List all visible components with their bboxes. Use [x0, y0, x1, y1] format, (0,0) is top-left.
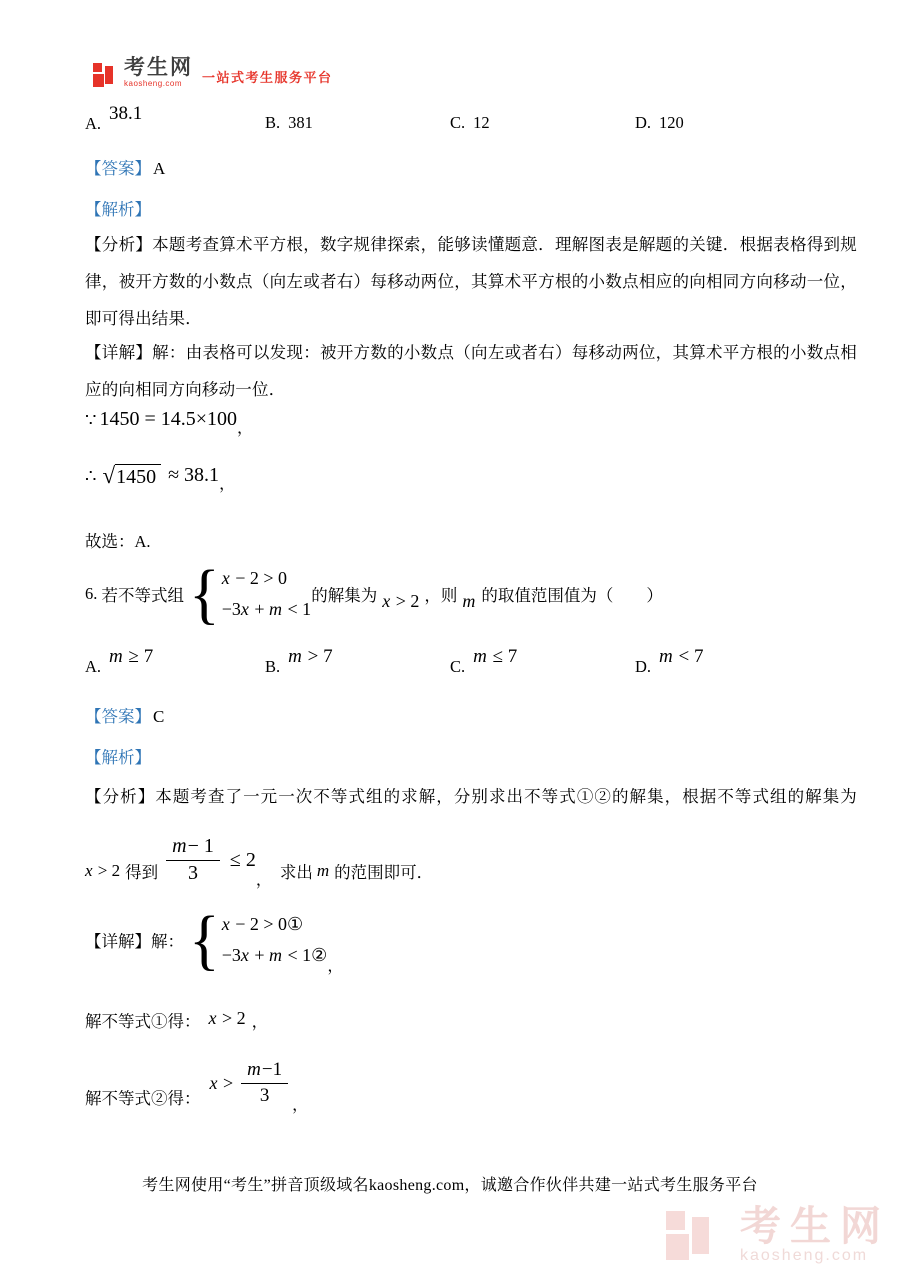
comma: ， — [292, 1096, 309, 1114]
option-value: m < 7 — [659, 646, 704, 667]
q5-fenxi-paragraph: 【分析】本题考查算术平方根，数字规律探索，能够读懂题意．理解图表是解题的关键．根据表格得到规律，被开方数的小数点（向左或者右）每移动两位，其算术平方根的小数点相应的向相同方向移动一位，即可得出结果． — [85, 235, 857, 328]
numerator: m−1 — [241, 1059, 288, 1084]
q5-conclusion: 故选：A. — [85, 532, 151, 551]
q6-fenxi-paragraph: 【分析】本题考查了一元一次不等式组的求解，分别求出不等式①②的解集，根据不等式组的解集为 — [85, 787, 857, 806]
q5-options-row — [85, 100, 865, 142]
inequality-system — [222, 909, 328, 971]
q5-option-c — [450, 113, 490, 133]
stem-text: 的解集为 — [311, 586, 378, 605]
inequality-system — [222, 563, 311, 625]
solution-set: x > 2 — [382, 590, 420, 611]
square-root — [102, 464, 161, 488]
radical-icon: √ — [102, 463, 116, 488]
q5-answer-letter: A — [153, 159, 166, 178]
q5-option-b — [265, 113, 313, 133]
option-label: D. — [635, 113, 652, 132]
denominator: 3 — [188, 862, 198, 884]
numerator: m− 1 — [166, 835, 220, 861]
analysis-label: 【解析】 — [85, 748, 151, 767]
radicand: 1450 — [115, 464, 161, 488]
q5-answer-line — [85, 155, 165, 179]
q6-option-c — [450, 646, 518, 678]
comma: ， — [255, 871, 272, 889]
stem-text: ，则 — [424, 586, 458, 605]
watermark-text — [740, 1205, 890, 1265]
option-label: A. — [85, 657, 102, 676]
site-logo — [93, 56, 333, 91]
option-value: 120 — [659, 113, 684, 132]
option-label: D. — [635, 657, 652, 676]
expression: x > 2 — [85, 861, 121, 880]
option-label: C. — [450, 113, 466, 132]
inequality-1: x − 2 > 0① — [221, 914, 304, 934]
q6-answer-letter: C — [153, 707, 165, 726]
option-value: m ≤ 7 — [473, 646, 518, 667]
logo-text — [124, 56, 193, 88]
left-brace-icon: { — [189, 556, 220, 631]
inequality-2: −3x + m < 1 — [221, 599, 312, 619]
option-label: B. — [265, 657, 281, 676]
q5-since-formula — [85, 408, 254, 437]
fraction — [166, 835, 220, 885]
q6-xiangjie-line — [85, 896, 343, 984]
text: 解不等式②得： — [85, 1089, 201, 1108]
comma: ， — [251, 1012, 269, 1031]
since-expression: 1450 = 14.5×100 — [99, 408, 238, 430]
text: 解不等式①得： — [85, 1012, 201, 1031]
q6-option-d — [635, 646, 704, 678]
q6-solve2-line — [85, 1048, 308, 1118]
variable-m: m — [316, 861, 330, 880]
question-number: 6. — [85, 584, 98, 603]
stem-text: 若不等式组 — [101, 586, 184, 605]
watermark — [666, 1203, 890, 1267]
q6-stem — [85, 552, 663, 636]
xiangjie-label: 【详解】解： — [85, 932, 184, 951]
since-symbol-icon: ∵ — [85, 410, 97, 430]
kaosheng-watermark-icon — [666, 1203, 728, 1267]
option-value: m ≥ 7 — [109, 646, 154, 667]
variable-m: m — [462, 590, 476, 611]
q5-analysis-line — [85, 196, 151, 220]
analysis-label: 【解析】 — [85, 200, 151, 219]
q5-therefore-formula — [85, 463, 236, 493]
q6-answer-line — [85, 703, 164, 727]
option-value: 381 — [288, 113, 313, 132]
watermark-domain: kaosheng.com — [740, 1247, 869, 1264]
text: 的范围即可． — [334, 863, 434, 882]
page-footer: 考生网使用“考生”拼音顶级域名kaosheng.com，诚邀合作伙伴共建一站式考生服务平台 — [142, 1177, 758, 1194]
logo-site-name: 考生网 — [124, 56, 193, 79]
expression: x > 2 — [208, 1008, 246, 1028]
comma: ， — [237, 420, 254, 437]
expression: x > — [209, 1072, 234, 1093]
text: 求出 — [279, 863, 313, 882]
answer-label: 【答案】 — [85, 159, 151, 178]
q5-option-a — [85, 103, 143, 135]
comma: ， — [219, 476, 236, 493]
inequality-2: −3x + m < 1② — [221, 945, 328, 965]
option-label: C. — [450, 657, 466, 676]
watermark-site-name: 考生网 — [740, 1203, 890, 1249]
answer-label: 【答案】 — [85, 707, 151, 726]
q6-options-row — [85, 642, 865, 684]
q6-fenxi-math-line — [85, 824, 433, 896]
q6-solve1-line — [85, 1008, 268, 1032]
logo-domain: kaosheng.com — [124, 79, 183, 88]
q5-option-d — [635, 113, 684, 133]
q6-option-b — [265, 646, 333, 678]
option-value: 38.1 — [109, 103, 143, 124]
q5-xiangjie-paragraph: 【详解】解：由表格可以发现：被开方数的小数点（向左或者右）每移动两位，其算术平方根的小数点相应的向相同方向移动一位． — [85, 343, 857, 399]
logo-tagline: 一站式考生服务平台 — [202, 70, 333, 85]
approx-value: ≈ 38.1 — [168, 464, 220, 486]
q6-analysis-line — [85, 744, 151, 768]
kaosheng-logo-icon — [93, 61, 119, 91]
option-label: A. — [85, 114, 102, 133]
left-brace-icon: { — [189, 902, 220, 977]
denominator: 3 — [259, 1085, 270, 1106]
option-label: B. — [265, 113, 281, 132]
text: 得到 — [125, 863, 159, 882]
q6-option-a — [85, 646, 154, 678]
inequality-1: x − 2 > 0 — [221, 568, 288, 588]
comma: ， — [327, 957, 344, 975]
option-value: m > 7 — [288, 646, 333, 667]
fraction — [241, 1059, 288, 1107]
option-value: 12 — [473, 113, 490, 132]
stem-text: 的取值范围值为（ ） — [481, 586, 663, 605]
comparison: ≤ 2 — [229, 848, 256, 871]
therefore-symbol-icon: ∴ — [85, 466, 97, 486]
